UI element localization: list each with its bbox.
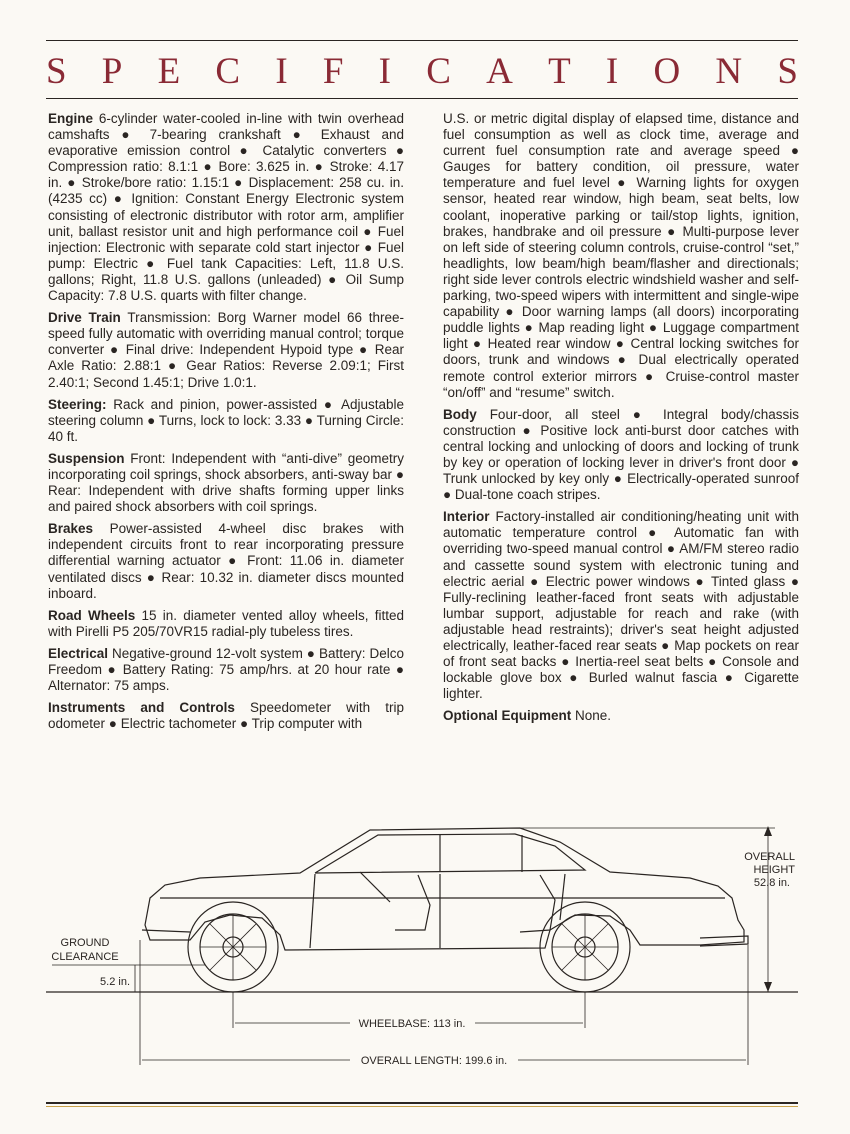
title-letter: I — [605, 51, 619, 92]
title-letter: C — [426, 51, 451, 92]
ground-clearance-value: 5.2 in. — [100, 976, 130, 988]
title-letter: I — [378, 51, 391, 92]
page-title — [46, 50, 798, 93]
title-letter: F — [322, 51, 344, 92]
spec-text: 6-cylinder water-cooled in-line with twin overhead camshafts ● 7-bearing crankshaft ● Exhaust and evaporative emission control ● Catalytic converters ● Compression ratio: 8.1:1 ● Bore: 3.625 in. ● Stroke: 4.17 in. ● Stroke/bore ratio: 1.15:1 ● Displacement: 258 cu. in. (4235 cc) ● Ignition: Constant Energy Electronic system consisting of electronic distributor with rotor arm, amplifier unit, ballast resistor unit and high performance coil ● Fuel injection: Electronic with separate cold start injector ● Fuel pump: Electric ● Fuel tank Capacities: Left, 11.8 U.S. gallons; Right, 11.8 U.S. gallons (unleaded) ● Oil Sump Capacity: 7.8 U.S. quarts with filter change. — [48, 111, 404, 304]
spec-text: Power-assisted 4-wheel disc brakes with independent circuits front to rear incorporating pressure differential warning actuator ● Front: 11.06 in. diameter ventilated discs ● Rear: 10.32 in. diameter discs mounted inboard. — [48, 521, 404, 601]
ground-clearance-label-1: GROUND — [60, 937, 110, 949]
spec-electrical — [48, 646, 404, 694]
spec-heading: Steering: — [48, 396, 107, 412]
spec-text: Transmission: Borg Warner model 66 three-speed fully automatic with overriding manual control; torque converter ● Final drive: Independent Hypoid type ● Rear Axle Ratio: 2.88:1 ● Gear Ratios: Reverse 2.09:1; First 2.40:1; Second 1.45:1; Drive 1.0:1. — [48, 310, 404, 390]
footer-accent-rule — [46, 1106, 798, 1107]
title-letter: T — [548, 51, 571, 92]
title-letter: P — [101, 51, 123, 92]
spec-heading: Brakes — [48, 521, 94, 537]
footer-rule — [46, 1102, 798, 1104]
overall-length-label: OVERALL LENGTH: 199.6 in. — [360, 1055, 508, 1067]
title-letter: I — [275, 51, 288, 92]
spec-instruments — [48, 700, 404, 732]
spec-suspension — [48, 451, 404, 515]
spec-heading: Instruments and Controls — [48, 700, 235, 716]
overall-height-value: 52.8 in. — [753, 877, 790, 889]
spec-column-right — [443, 111, 799, 730]
height-arrow-down-icon — [764, 982, 772, 992]
spec-text: Factory-installed air conditioning/heating unit with automatic temperature control ● Automatic fan with overriding two-speed manual control ● AM/FM stereo radio and cassette sound system with electronic tuning and electric aerial ● Electric power windows ● Tinted glass ● Fully-reclining leather-faced front seats with adjustable lumbar support, adjustable for reach and rake (with adjustable head restraints); driver's seat height adjusted electrically, leather-faced rear seats ● Map pockets on rear of front seat backs ● Inertia-reel seat belts ● Console and lockable glove box ● Burled walnut fascia ● Cigarette lighter. — [443, 509, 799, 702]
spec-heading: Drive Train — [48, 310, 121, 326]
spec-heading: Optional Equipment — [443, 708, 572, 724]
spec-body — [443, 407, 799, 504]
spec-heading: Body — [443, 406, 477, 422]
spec-text: Speedometer with trip odometer ● Electric tachometer ● Trip computer with — [48, 700, 404, 732]
top-rule — [46, 40, 798, 41]
spec-heading: Interior — [443, 509, 490, 525]
spec-drive-train — [48, 310, 404, 390]
spec-text: Rack and pinion, power-assisted ● Adjustable steering column ● Turns, lock to lock: 3.33 ● Turning Circle: 40 ft. — [48, 396, 404, 444]
wheel-spokes-icon — [200, 914, 618, 980]
spec-brakes — [48, 521, 404, 601]
spec-text: None. — [575, 708, 612, 724]
spec-optional — [443, 708, 799, 724]
spec-text: U.S. or metric digital display of elapsed time, distance and fuel consumption as well as clock time, average and current fuel consumption rate and average speed ● Gauges for battery condition, oil pressure, water temperature and fuel level ● Warning lights for oxygen sensor, heated rear window, high beam, seat belts, low coolant, inoperative parking or tail/stop lights, ignition, brakes, handbrake and oil pressure ● Multi-purpose lever on left side of steering column controls, cruise-control “set,” headlights, low beam/high beam/flasher and directionals; right side lever controls electric windshield washer and self-parking, two-speed wipers with intermittent and single-wipe capability ● Door warning lamps (all doors) incorporating puddle lights ● Map reading light ● Luggage compartment light ● Heated rear window ● Central locking switches for doors, trunk and windows ● Dual electrically operated remote control exterior mirrors ● Cruise-control master “on/off” and “resume” switch. — [443, 111, 799, 400]
spec-steering — [48, 397, 404, 445]
ground-clearance-label-2: CLEARANCE — [51, 951, 119, 963]
spec-heading: Road Wheels — [48, 607, 136, 623]
spec-heading: Engine — [48, 111, 94, 126]
title-letter: S — [777, 51, 798, 92]
title-underline — [46, 98, 798, 99]
title-letter: A — [486, 51, 513, 92]
title-letter: E — [157, 51, 181, 92]
spec-heading: Electrical — [48, 645, 109, 661]
car-dimension-diagram — [0, 780, 850, 1110]
spec-instruments-continued — [443, 111, 799, 401]
spec-text: Front: Independent with “anti-dive” geometry incorporating coil springs, shock absorbers, anti-sway bar ● Rear: Independent with drive shafts forming upper links and paired shock absorbers with coil springs. — [48, 450, 404, 515]
overall-height-label-2: HEIGHT — [753, 864, 795, 876]
height-arrow-up-icon — [764, 826, 772, 836]
spec-text: Four-door, all steel ● Integral body/chassis construction ● Positive lock anti-burst door catches with central locking and unlocking of doors and locking of trunk by key or operation of locking lever in driver's front door ● Trunk unlocked by key only ● Electrically-operated sunroof ● Dual-tone coach stripes. — [443, 406, 799, 503]
title-letter: C — [215, 51, 241, 92]
spec-column-left — [48, 111, 404, 738]
title-letter: N — [715, 51, 743, 92]
overall-height-label-1: OVERALL — [744, 851, 795, 863]
spec-interior — [443, 509, 799, 702]
spec-text: 15 in. diameter vented alloy wheels, fitted with Pirelli P5 205/70VR15 radial-ply tubeless tires. — [48, 607, 404, 639]
spec-engine — [48, 111, 404, 304]
wheelbase-label: WHEELBASE: 113 in. — [358, 1018, 466, 1030]
title-letter: S — [46, 51, 67, 92]
spec-road-wheels — [48, 608, 404, 640]
title-letter: O — [653, 51, 681, 92]
spec-text: Negative-ground 12-volt system ● Battery: Delco Freedom ● Battery Rating: 75 amp/hrs. at 20 hour rate ● Alternator: 75 amps. — [48, 645, 404, 694]
spec-heading: Suspension — [48, 450, 125, 466]
